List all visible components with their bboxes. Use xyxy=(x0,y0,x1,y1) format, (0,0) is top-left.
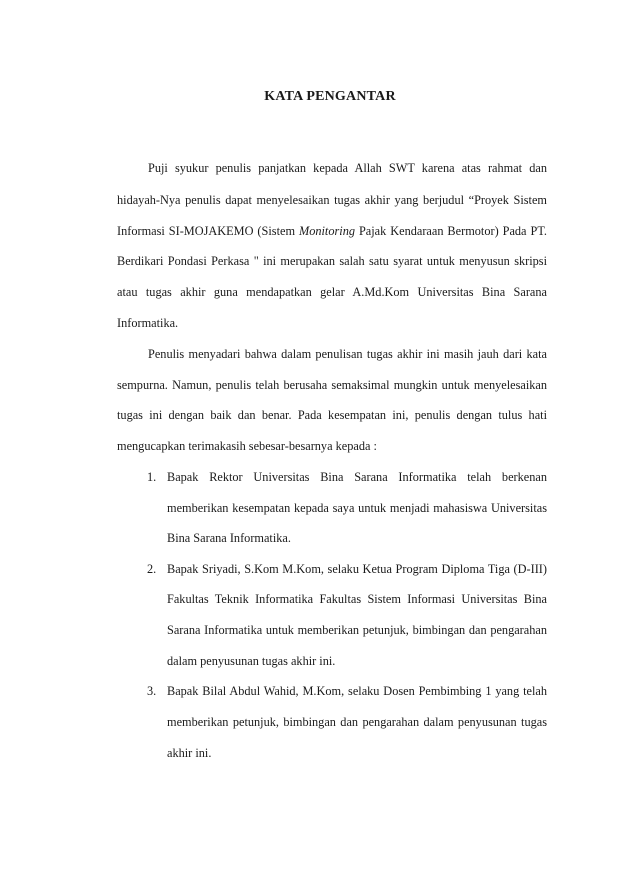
list-number: 1. xyxy=(147,470,157,484)
paragraph-line: mengucapkan terimakasih sebesar-besarnya kepada : xyxy=(117,439,377,453)
paragraph-line: tugas ini dengan baik dan benar. Pada kesempatan ini, penulis dengan tulus hati xyxy=(117,408,547,422)
paragraph-line: sempurna. Namun, penulis telah berusaha semaksimal mungkin untuk menyelesaikan xyxy=(117,378,547,392)
paragraph-line: Puji syukur penulis panjatkan kepada Allah SWT karena atas rahmat dan xyxy=(148,161,547,175)
list-item-line: Bapak Sriyadi, S.Kom M.Kom, selaku Ketua Program Diploma Tiga (D-III) xyxy=(167,562,547,576)
list-number: 3. xyxy=(147,684,157,698)
paragraph-line: hidayah-Nya penulis dapat menyelesaikan tugas akhir yang berjudul “Proyek Sistem xyxy=(117,193,547,207)
paragraph-line: Informatika. xyxy=(117,316,179,330)
paragraph-line: Penulis menyadari bahwa dalam penulisan tugas akhir ini masih jauh dari kata xyxy=(148,347,547,361)
list-item-line: dalam penyusunan tugas akhir ini. xyxy=(167,654,336,668)
page-title: KATA PENGANTAR xyxy=(264,89,396,104)
paragraph-line: Berdikari Pondasi Perkasa " ini merupakan salah satu syarat untuk menyusun skripsi xyxy=(117,254,547,268)
italic-term: Monitoring xyxy=(298,224,355,238)
list-item-line: Bapak Rektor Universitas Bina Sarana Informatika telah berkenan xyxy=(167,470,547,484)
list-item-line: Sarana Informatika untuk memberikan petunjuk, bimbingan dan pengarahan xyxy=(167,623,547,637)
list-item-line: Bina Sarana Informatika. xyxy=(167,531,291,545)
list-item-line: memberikan petunjuk, bimbingan dan pengarahan dalam penyusunan tugas xyxy=(167,715,547,729)
list-item-line: Fakultas Teknik Informatika Fakultas Sistem Informasi Universitas Bina xyxy=(167,592,547,606)
list-item-line: akhir ini. xyxy=(167,746,212,760)
list-item-line: memberikan kesempatan kepada saya untuk menjadi mahasiswa Universitas xyxy=(167,501,547,515)
list-item-line: Bapak Bilal Abdul Wahid, M.Kom, selaku Dosen Pembimbing 1 yang telah xyxy=(167,684,547,698)
list-number: 2. xyxy=(147,562,157,576)
paragraph-line: Informasi SI-MOJAKEMO (Sistem Monitoring Pajak Kendaraan Bermotor) Pada PT. xyxy=(117,224,547,238)
paragraph-line: atau tugas akhir guna mendapatkan gelar A.Md.Kom Universitas Bina Sarana xyxy=(117,285,547,299)
